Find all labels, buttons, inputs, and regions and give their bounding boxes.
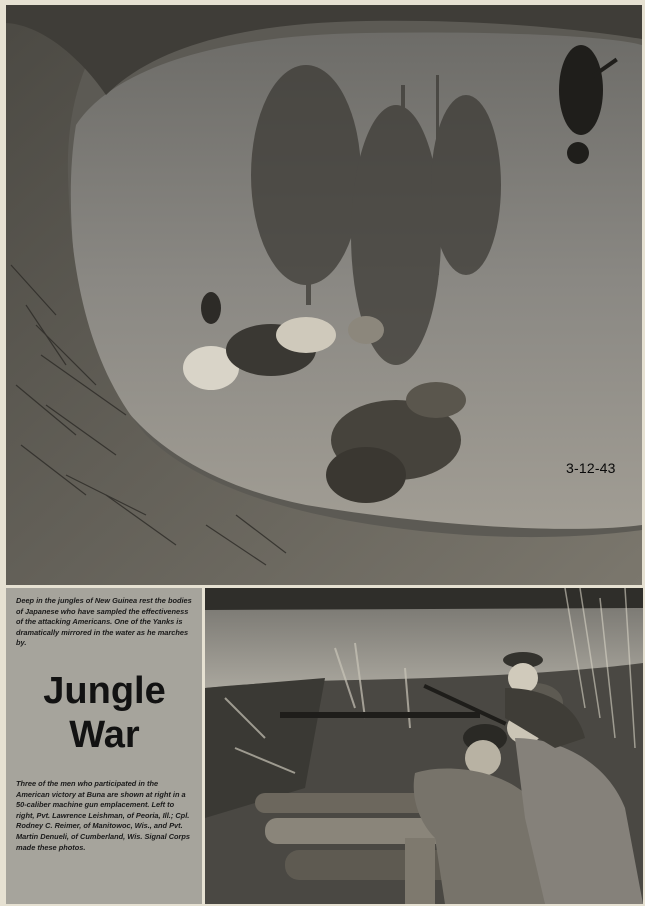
date-stamp: 3-12-43 bbox=[566, 460, 616, 476]
caption-panel bbox=[6, 588, 202, 904]
top-caption: Deep in the jungles of New Guinea rest the bodies of Japanese who have sampled the effectiveness of the attacking Americans. One of the Yanks is dramatically mirrored in the water as he marches by. bbox=[16, 596, 192, 648]
headline bbox=[16, 669, 193, 757]
emplacement-illustration bbox=[205, 588, 643, 904]
jungle-pool-photo bbox=[6, 5, 642, 585]
machine-gun-emplacement-photo bbox=[205, 588, 643, 904]
jungle-pool-illustration bbox=[6, 5, 642, 585]
headline-line-1: Jungle bbox=[43, 669, 166, 712]
bottom-caption: Three of the men who participated in the American victory at Buna are shown at right in a 50-caliber machine gun emplacement. Left to right, Pvt. Lawrence Leishman, of Peoria, Ill.; Cpl. Rodney C. Reimer, of Manitowoc, Wis., and Pvt. Martin Denueli, of Cumberland, Wis. Signal Corps made these photos. bbox=[16, 778, 191, 852]
headline-line-2: War bbox=[69, 713, 140, 756]
